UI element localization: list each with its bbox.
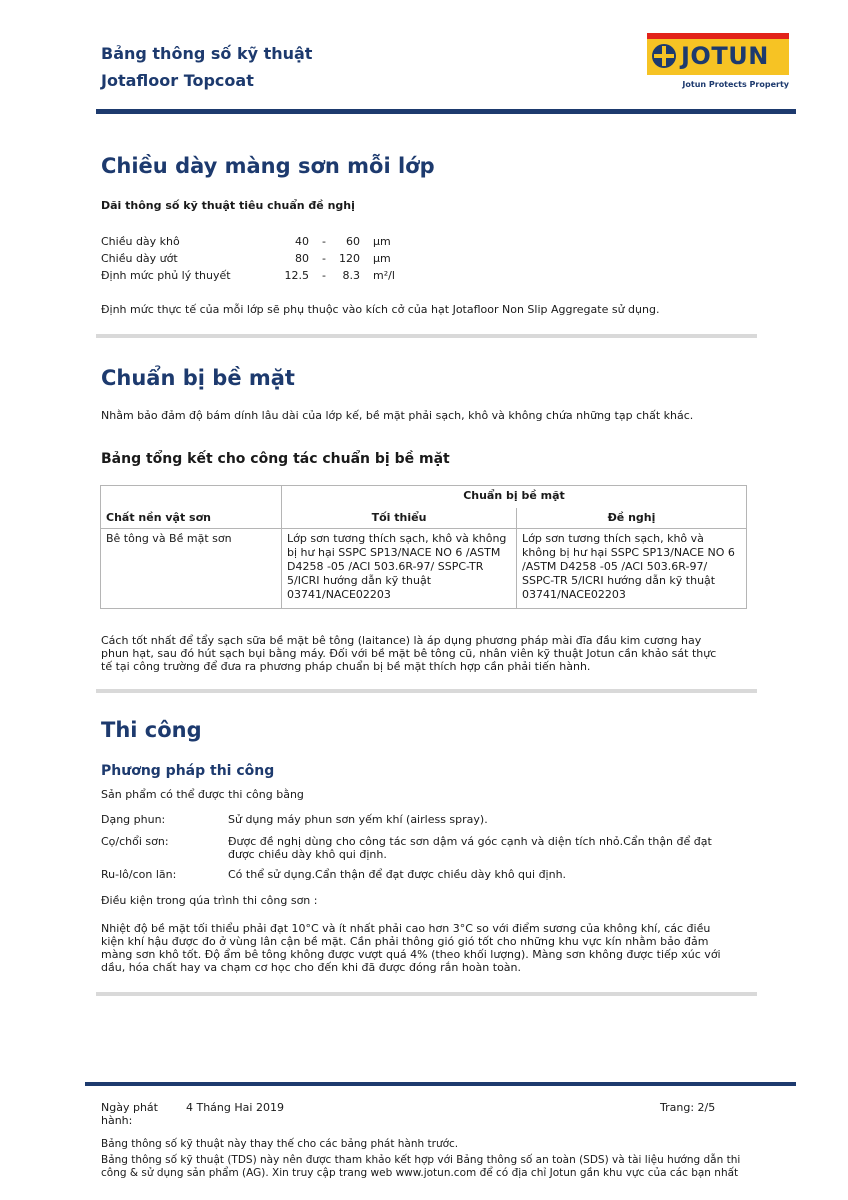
document-type-title: Bảng thông số kỹ thuật: [101, 44, 313, 63]
jotun-logo: [647, 33, 789, 93]
method-line: Được đề nghị dùng cho công tác sơn dậm vá góc cạnh và diện tích nhỏ.Cẩn thận để đạt: [228, 835, 712, 848]
conditions-line: màng sơn khô tốt. Độ ẩm bê tông không được vượt quá 4% (theo khối lượng). Màng sơn không được tiếp xúc với: [101, 948, 721, 961]
row-label: Chiều dày khô: [101, 235, 180, 248]
method-brush-label: Cọ/chổi sơn:: [101, 835, 169, 848]
section-divider: [96, 334, 757, 338]
conditions-line: Nhiệt độ bề mặt tối thiểu phải đạt 10°C và ít nhất phải cao hơn 3°C so với điểm sương của không khí, các điều: [101, 922, 711, 935]
conditions-intro: Điều kiện trong qúa trình thi công sơn :: [101, 894, 318, 907]
row-dash: -: [322, 252, 326, 265]
section-divider: [96, 689, 757, 693]
issue-label-line: hành:: [101, 1114, 133, 1127]
method-line: được chiều dày khô qui định.: [228, 848, 387, 861]
row-min: 12.5: [284, 269, 309, 282]
application-method-intro: Sản phẩm có thể được thi công bằng: [101, 788, 304, 801]
method-line: Có thể sử dụng.Cẩn thận để đạt được chiều dày khô qui định.: [228, 868, 567, 881]
method-roller-text: [228, 868, 566, 881]
application-heading: Thi công: [101, 718, 202, 742]
col-substrate-header: Chất nền vật sơn: [101, 486, 282, 529]
row-max: 8.3: [342, 269, 360, 282]
surface-prep-table: [100, 485, 747, 609]
col-min-header: Tối thiểu: [282, 508, 517, 529]
cell-rec: Lớp sơn tương thích sạch, khô và không bị hư hại SSPC SP13/NACE NO 6 /ASTM D4258 -05 /ACI 503.6R-97/ SSPC-TR 5/ICRI hướng dẫn kỹ thuật 03741/NACE02203: [517, 529, 747, 609]
film-thickness-heading: Chiều dày màng sơn mỗi lớp: [101, 154, 435, 178]
film-subheading: Dãi thông số kỹ thuật tiêu chuẩn đề nghị: [101, 199, 355, 212]
cell-min: Lớp sơn tương thích sạch, khô và không bị hư hại SSPC SP13/NACE NO 6 /ASTM D4258 -05 /ACI 503.6R-97/ SSPC-TR 5/ICRI hướng dẫn kỹ thuật 03741/NACE02203: [282, 529, 517, 609]
product-name-title: Jotafloor Topcoat: [101, 71, 254, 90]
row-dash: -: [322, 235, 326, 248]
conditions-line: dầu, hóa chất hay va chạm cơ học cho đến khi đã được đóng rắn hoàn toàn.: [101, 961, 522, 974]
footer-divider: [85, 1082, 796, 1086]
logo-yellow-band: [647, 39, 789, 75]
row-max: 120: [339, 252, 360, 265]
row-unit: m²/l: [373, 269, 395, 282]
row-unit: µm: [373, 235, 391, 248]
footer-line-3: công & sử dụng sản phẩm (AG). Xin truy cập trang web www.jotun.com để có địa chỉ Jotun gần khu vực của các bạn nhất: [101, 1167, 739, 1179]
cell-substrate: Bê tông và Bề mặt sơn: [101, 529, 282, 609]
row-label: Định mức phủ lý thuyết: [101, 269, 231, 282]
film-spec-table: [101, 235, 421, 289]
row-unit: µm: [373, 252, 391, 265]
footer-line-1: Bảng thông số kỹ thuật này thay thế cho các bảng phát hành trước.: [101, 1138, 459, 1150]
page-number: Trang: 2/5: [660, 1101, 716, 1114]
table-row: [101, 529, 747, 609]
logo-tagline: Jotun Protects Property: [682, 80, 789, 89]
surface-table-title: Bảng tổng kết cho công tác chuẩn bị bề mặt: [101, 451, 450, 467]
surface-note-line: phun hạt, sau đó hút sạch bụi bằng máy. Đối với bề mặt bê tông cũ, nhân viên kỹ thuật Jotun cần khảo sát thực: [101, 647, 717, 660]
method-brush-text: [228, 835, 748, 861]
col-rec-header: Đề nghị: [517, 508, 747, 529]
logo-wordmark: JOTUN: [681, 42, 769, 70]
group-header: Chuẩn bị bề mặt: [282, 486, 747, 509]
row-min: 40: [295, 235, 309, 248]
method-line: Sử dụng máy phun sơn yếm khí (airless spray).: [228, 813, 488, 826]
method-spray-label: Dạng phun:: [101, 813, 166, 826]
footer-line-2: Bảng thông số kỹ thuật (TDS) này nên được tham khảo kết hợp với Bảng thông số an toàn (SDS) và tài liệu hướng dẫn thi: [101, 1154, 741, 1166]
row-label: Chiều dày ướt: [101, 252, 178, 265]
issue-date-label: [101, 1101, 158, 1127]
method-spray-text: [228, 813, 488, 826]
application-method-heading: Phương pháp thi công: [101, 763, 275, 779]
surface-note-line: tế tại công trường để đưa ra phương pháp chuẩn bị bề mặt thích hợp cần phải tiến hành.: [101, 660, 591, 673]
row-max: 60: [346, 235, 360, 248]
conditions-paragraph: [101, 922, 721, 974]
surface-note-line: Cách tốt nhất để tẩy sạch sữa bề mặt bê tông (laitance) là áp dụng phương pháp mài đĩa đầu kim cương hay: [101, 634, 702, 647]
conditions-line: kiện khí hậu được đo ở vùng lân cận bề mặt. Cần phải thông gió gió tốt cho những khu vực kín nhằm bảo đảm: [101, 935, 709, 948]
row-min: 80: [295, 252, 309, 265]
surface-note-paragraph: [101, 634, 716, 673]
film-note: Định mức thực tế của mỗi lớp sẽ phụ thuộc vào kích cở của hạt Jotafloor Non Slip Aggregate sử dụng.: [101, 303, 660, 316]
section-divider: [96, 992, 757, 996]
issue-label-line: Ngày phát: [101, 1101, 158, 1114]
method-roller-label: Ru-lô/con lăn:: [101, 868, 177, 881]
row-dash: -: [322, 269, 326, 282]
surface-prep-heading: Chuẩn bị bề mặt: [101, 366, 295, 390]
globe-icon: [652, 44, 676, 68]
issue-date-value: 4 Tháng Hai 2019: [186, 1101, 284, 1114]
table-header-row: [101, 486, 747, 509]
surface-intro: Nhằm bảo đảm độ bám dính lâu dài của lớp kế, bề mặt phải sạch, khô và không chứa những tạp chất khác.: [101, 409, 694, 422]
header-divider: [96, 109, 796, 114]
